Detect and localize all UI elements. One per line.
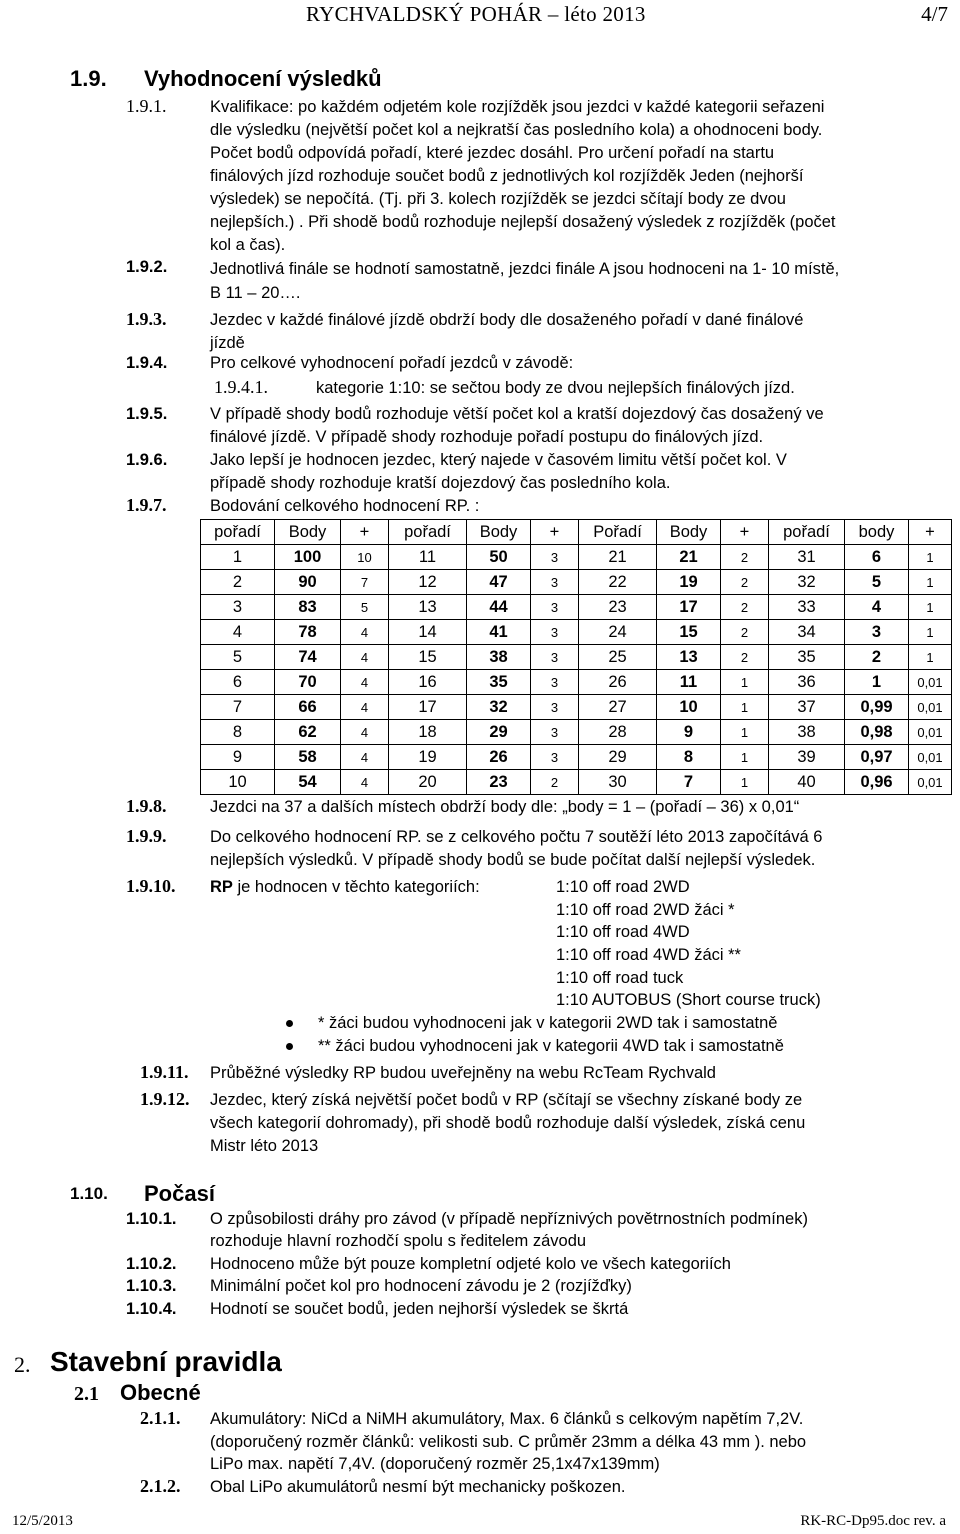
column-header: Body xyxy=(275,520,341,545)
column-header: + xyxy=(531,520,579,545)
text-line: Jednotlivá finále se hodnotí samostatně, jezdci finále A jsou hodnoceni na 1- 10 místě, xyxy=(210,260,840,278)
text-line: nejlepších.) . Při shodě bodů rozhoduje nejlepší dosažený výsledek z rozjížděk (počet xyxy=(210,213,836,231)
table-cell: 20 xyxy=(389,770,467,795)
subsection-number: 1.9.2. xyxy=(126,258,168,276)
text-line: Jezdec, který získá největší počet bodů v RP (sčítají se všechny získané body ze xyxy=(210,1091,803,1109)
text-line: Průběžné výsledky RP budou uveřejněny na webu RcTeam Rychvald xyxy=(210,1064,716,1082)
table-cell: 13 xyxy=(657,645,721,670)
subsection-number: 1.10.4. xyxy=(126,1300,177,1318)
table-row xyxy=(201,695,952,720)
table-cell: 4 xyxy=(341,720,389,745)
table-cell: 3 xyxy=(531,670,579,695)
table-cell: 1 xyxy=(909,645,952,670)
table-cell: 0,01 xyxy=(909,720,952,745)
table-cell: 1 xyxy=(909,570,952,595)
table-cell: 74 xyxy=(275,645,341,670)
table-cell: 26 xyxy=(579,670,657,695)
text-line: Jako lepší je hodnocen jezdec, který najede v časovém limitu větší počet kol. V xyxy=(210,451,787,469)
section-title: Obecné xyxy=(120,1380,201,1405)
table-row xyxy=(201,645,952,670)
table-header-row xyxy=(201,520,952,545)
subsection-number: 1.10.2. xyxy=(126,1255,177,1273)
column-header: + xyxy=(341,520,389,545)
table-cell: 4 xyxy=(341,645,389,670)
table-cell: 11 xyxy=(389,545,467,570)
text-line: Hodnotí se součet bodů, jeden nejhorší výsledek se škrtá xyxy=(210,1300,629,1318)
table-cell: 90 xyxy=(275,570,341,595)
table-cell: 14 xyxy=(389,620,467,645)
text-line: Kvalifikace: po každém odjetém kole rozjížděk jsou jezdci v každé kategorii seřazeni xyxy=(210,98,825,116)
text-line: dle výsledku (největší počet kol a nejkratší čas posledního kola) a ohodnoceni body. xyxy=(210,121,823,139)
table-cell: 2 xyxy=(531,770,579,795)
table-cell: 15 xyxy=(657,620,721,645)
table-cell: 27 xyxy=(579,695,657,720)
column-header: Body xyxy=(467,520,531,545)
table-cell: 10 xyxy=(341,545,389,570)
category-item: 1:10 off road tuck xyxy=(556,969,684,987)
table-row xyxy=(201,620,952,645)
table-cell: 2 xyxy=(721,595,769,620)
table-cell: 5 xyxy=(341,595,389,620)
table-cell: 30 xyxy=(579,770,657,795)
table-cell: 4 xyxy=(845,595,909,620)
table-cell: 0,01 xyxy=(909,770,952,795)
table-cell: 4 xyxy=(341,745,389,770)
subsection-number: 1.9.1. xyxy=(126,96,167,116)
table-cell: 54 xyxy=(275,770,341,795)
table-cell: 3 xyxy=(531,570,579,595)
bullet-icon xyxy=(286,1043,293,1050)
table-cell: 3 xyxy=(531,720,579,745)
subsection-number: 2.1.2. xyxy=(140,1476,181,1496)
text-line: všech kategorií dohromady), při shodě bodů rozhoduje další výsledek, získá cenu xyxy=(210,1114,806,1132)
text-line: jízdě xyxy=(210,334,245,352)
bullet-icon xyxy=(286,1020,293,1027)
text-line: rozhoduje hlavní rozhodčí spolu s ředitelem závodu xyxy=(210,1232,587,1250)
subsection-number: 1.10.3. xyxy=(126,1277,177,1295)
table-cell: 35 xyxy=(467,670,531,695)
chapter-title: Stavební pravidla xyxy=(50,1346,282,1377)
table-cell: 1 xyxy=(845,670,909,695)
table-cell: 6 xyxy=(845,545,909,570)
text-line: Počet bodů odpovídá pořadí, které jezdec dosáhl. Pro určení pořadí na startu xyxy=(210,144,775,162)
text-line: finálových jízd rozhoduje součet bodů z jednotlivých kol rozjížděk Jeden (nejhorší xyxy=(210,167,804,185)
table-cell: 10 xyxy=(657,695,721,720)
table-cell: 3 xyxy=(201,595,275,620)
text-line: B 11 – 20…. xyxy=(210,284,301,302)
table-cell: 29 xyxy=(467,720,531,745)
table-cell: 4 xyxy=(341,695,389,720)
points-table xyxy=(200,519,952,795)
subsection-number: 1.9.9. xyxy=(126,826,167,846)
table-cell: 38 xyxy=(467,645,531,670)
table-cell: 22 xyxy=(579,570,657,595)
table-cell: 2 xyxy=(721,570,769,595)
table-cell: 3 xyxy=(531,620,579,645)
subsection-number: 1.9.8. xyxy=(126,796,167,816)
table-cell: 1 xyxy=(721,745,769,770)
subsection-number: 1.9.7. xyxy=(126,495,167,515)
table-row xyxy=(201,745,952,770)
table-row xyxy=(201,545,952,570)
table-cell: 4 xyxy=(341,770,389,795)
table-cell: 11 xyxy=(657,670,721,695)
table-cell: 3 xyxy=(845,620,909,645)
table-cell: 21 xyxy=(579,545,657,570)
table-cell: 25 xyxy=(579,645,657,670)
subsection-number: 1.9.5. xyxy=(126,405,168,423)
table-cell: 7 xyxy=(341,570,389,595)
table-cell: 15 xyxy=(389,645,467,670)
table-cell: 2 xyxy=(201,570,275,595)
text-line: Jezdec v každé finálové jízdě obdrží body dle dosaženého pořadí v dané finálové xyxy=(210,311,804,329)
table-cell: 50 xyxy=(467,545,531,570)
lead-text: je hodnocen v těchto kategoriích: xyxy=(232,878,480,896)
table-cell: 1 xyxy=(909,545,952,570)
column-header: pořadí xyxy=(769,520,845,545)
table-cell: 0,98 xyxy=(845,720,909,745)
table-cell: 41 xyxy=(467,620,531,645)
table-cell: 39 xyxy=(769,745,845,770)
table-cell: 5 xyxy=(845,570,909,595)
column-header: Body xyxy=(657,520,721,545)
table-cell: 6 xyxy=(201,670,275,695)
table-cell: 23 xyxy=(467,770,531,795)
section-number: 2.1 xyxy=(74,1383,99,1405)
text-line: výsledek) se nepočítá. (Tj. při 3. kolech rozjížděk se jezdci sčítají body ze dvou xyxy=(210,190,786,208)
note-item: ** žáci budou vyhodnoceni jak v kategorii 4WD tak i samostatně xyxy=(318,1037,784,1055)
table-row xyxy=(201,570,952,595)
table-cell: 4 xyxy=(341,620,389,645)
table-cell: 18 xyxy=(389,720,467,745)
text-line: Obal LiPo akumulátorů nesmí být mechanicky poškozen. xyxy=(210,1478,626,1496)
categories-lead xyxy=(210,876,480,899)
table-cell: 0,99 xyxy=(845,695,909,720)
table-cell: 24 xyxy=(579,620,657,645)
table-cell: 31 xyxy=(769,545,845,570)
table-cell: 32 xyxy=(467,695,531,720)
table-cell: 17 xyxy=(389,695,467,720)
table-cell: 83 xyxy=(275,595,341,620)
table-cell: 36 xyxy=(769,670,845,695)
chapter-number: 2. xyxy=(14,1352,31,1377)
column-header: + xyxy=(721,520,769,545)
column-header: pořadí xyxy=(389,520,467,545)
subsection-number: 1.9.3. xyxy=(126,309,167,329)
table-cell: 62 xyxy=(275,720,341,745)
text-line: (doporučený rozměr článků: velikosti sub. C průměr 23mm a délka 43 mm ). nebo xyxy=(210,1433,807,1451)
table-row xyxy=(201,670,952,695)
text-line: Hodnoceno může být pouze kompletní odjeté kolo ve všech kategoriích xyxy=(210,1255,731,1273)
table-cell: 4 xyxy=(201,620,275,645)
subsection-number: 1.9.6. xyxy=(126,451,168,469)
table-cell: 2 xyxy=(845,645,909,670)
note-item: * žáci budou vyhodnoceni jak v kategorii 2WD tak i samostatně xyxy=(318,1014,778,1032)
table-cell: 2 xyxy=(721,620,769,645)
table-cell: 7 xyxy=(201,695,275,720)
table-cell: 1 xyxy=(721,695,769,720)
table-cell: 16 xyxy=(389,670,467,695)
table-cell: 70 xyxy=(275,670,341,695)
footer-doc-id: RK-RC-Dp95.doc rev. a xyxy=(800,1513,946,1529)
section-title: Vyhodnocení výsledků xyxy=(144,66,382,91)
text-line: kategorie 1:10: se sečtou body ze dvou nejlepších finálových jízd. xyxy=(316,379,795,397)
table-cell: 28 xyxy=(579,720,657,745)
subsection-number: 1.9.12. xyxy=(140,1089,190,1109)
table-cell: 3 xyxy=(531,595,579,620)
column-header: pořadí xyxy=(201,520,275,545)
table-cell: 3 xyxy=(531,645,579,670)
table-cell: 1 xyxy=(721,770,769,795)
subsection-number: 1.9.4. xyxy=(126,354,168,372)
section-number: 1.10. xyxy=(70,1184,108,1203)
table-cell: 66 xyxy=(275,695,341,720)
table-cell: 1 xyxy=(201,545,275,570)
column-header: + xyxy=(909,520,952,545)
table-cell: 1 xyxy=(721,670,769,695)
subsection-number: 1.9.4.1. xyxy=(214,377,268,397)
text-line: Pro celkové vyhodnocení pořadí jezdců v závodě: xyxy=(210,354,574,372)
table-cell: 17 xyxy=(657,595,721,620)
column-header: body xyxy=(845,520,909,545)
table-cell: 33 xyxy=(769,595,845,620)
table-cell: 8 xyxy=(657,745,721,770)
table-cell: 10 xyxy=(201,770,275,795)
table-cell: 26 xyxy=(467,745,531,770)
table-cell: 40 xyxy=(769,770,845,795)
header-title: RYCHVALDSKÝ POHÁR – léto 2013 xyxy=(306,2,646,26)
subsection-number: 2.1.1. xyxy=(140,1408,181,1428)
table-cell: 100 xyxy=(275,545,341,570)
text-line: kol a čas). xyxy=(210,236,286,254)
table-cell: 0,01 xyxy=(909,670,952,695)
section-number: 1.9. xyxy=(70,66,107,91)
table-cell: 29 xyxy=(579,745,657,770)
text-line: Do celkového hodnocení RP. se z celkového počtu 7 soutěží léto 2013 započítává 6 xyxy=(210,828,823,846)
table-cell: 34 xyxy=(769,620,845,645)
table-cell: 2 xyxy=(721,645,769,670)
table-cell: 2 xyxy=(721,545,769,570)
subsection-number: 1.10.1. xyxy=(126,1210,177,1228)
table-cell: 8 xyxy=(201,720,275,745)
table-cell: 1 xyxy=(909,595,952,620)
category-item: 1:10 AUTOBUS (Short course truck) xyxy=(556,991,821,1009)
text-line: Jezdci na 37 a dalších místech obdrží body dle: „body = 1 – (pořadí – 36) x 0,01“ xyxy=(210,798,800,816)
rp-label: RP xyxy=(210,878,233,896)
section-title: Počasí xyxy=(144,1181,215,1206)
text-line: nejlepších výsledků. V případě shody bodů se bude počítat další nejlepší výsledek. xyxy=(210,851,816,869)
table-cell: 35 xyxy=(769,645,845,670)
text-line: Akumulátory: NiCd a NiMH akumulátory, Max. 6 článků s celkovým napětím 7,2V. xyxy=(210,1410,804,1428)
table-cell: 38 xyxy=(769,720,845,745)
text-line: LiPo max. napětí 7,4V. (doporučený rozměr 25,1x47x139mm) xyxy=(210,1455,660,1473)
table-cell: 9 xyxy=(657,720,721,745)
table-cell: 9 xyxy=(201,745,275,770)
text-line: Minimální počet kol pro hodnocení závodu je 2 (rozjížďky) xyxy=(210,1277,632,1295)
table-cell: 44 xyxy=(467,595,531,620)
text-line: finálové jízdě. V případě shody rozhoduje pořadí postupu do finálových jízd. xyxy=(210,428,764,446)
table-cell: 3 xyxy=(531,545,579,570)
table-row xyxy=(201,595,952,620)
category-item: 1:10 off road 2WD žáci * xyxy=(556,901,735,919)
category-item: 1:10 off road 4WD žáci ** xyxy=(556,946,741,964)
table-cell: 0,01 xyxy=(909,695,952,720)
table-cell: 47 xyxy=(467,570,531,595)
text-line: Mistr léto 2013 xyxy=(210,1137,319,1155)
table-row xyxy=(201,720,952,745)
table-cell: 4 xyxy=(341,670,389,695)
text-line: případě shody rozhoduje kratší dojezdový čas posledního kola. xyxy=(210,474,671,492)
table-cell: 7 xyxy=(657,770,721,795)
table-cell: 0,96 xyxy=(845,770,909,795)
category-item: 1:10 off road 2WD xyxy=(556,878,690,896)
table-cell: 58 xyxy=(275,745,341,770)
table-cell: 19 xyxy=(657,570,721,595)
table-cell: 3 xyxy=(531,745,579,770)
table-row xyxy=(201,770,952,795)
table-cell: 37 xyxy=(769,695,845,720)
table-cell: 1 xyxy=(721,720,769,745)
category-item: 1:10 off road 4WD xyxy=(556,923,690,941)
column-header: Pořadí xyxy=(579,520,657,545)
table-cell: 1 xyxy=(909,620,952,645)
table-cell: 5 xyxy=(201,645,275,670)
table-cell: 21 xyxy=(657,545,721,570)
text-line: V případě shody bodů rozhoduje větší počet kol a kratší dojezdový čas dosažený ve xyxy=(210,405,824,423)
text-line: O způsobilosti dráhy pro závod (v případě nepříznivých povětrnostních podmínek) xyxy=(210,1210,808,1228)
footer-date: 12/5/2013 xyxy=(12,1513,73,1529)
page-number: 4/7 xyxy=(921,2,948,26)
subsection-number: 1.9.10. xyxy=(126,876,176,896)
table-cell: 0,97 xyxy=(845,745,909,770)
table-cell: 23 xyxy=(579,595,657,620)
table-cell: 78 xyxy=(275,620,341,645)
table-cell: 3 xyxy=(531,695,579,720)
subsection-number: 1.9.11. xyxy=(140,1062,189,1082)
text-line: Bodování celkového hodnocení RP. : xyxy=(210,497,480,515)
table-cell: 0,01 xyxy=(909,745,952,770)
table-cell: 19 xyxy=(389,745,467,770)
table-cell: 32 xyxy=(769,570,845,595)
table-cell: 12 xyxy=(389,570,467,595)
table-cell: 13 xyxy=(389,595,467,620)
